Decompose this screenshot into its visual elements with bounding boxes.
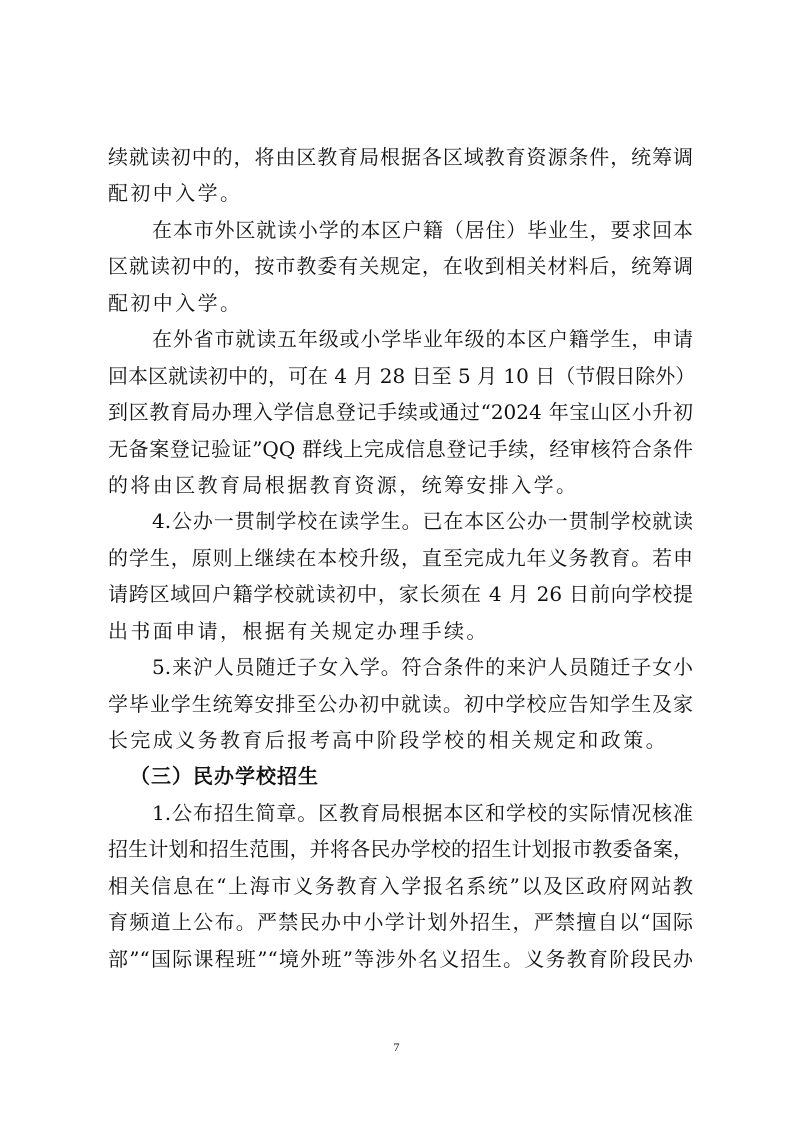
text-line: 4.公办一贯制学校在读学生。已在本区公办一贯制学校就读 bbox=[152, 509, 693, 534]
text-line: 学毕业学生统筹安排至公办初中就读。初中学校应告知学生及家 bbox=[108, 691, 693, 716]
text-line: 部”“国际课程班”“境外班”等涉外名义招生。义务教育阶段民办 bbox=[108, 946, 693, 971]
text-line: 在外省市就读五年级或小学毕业年级的本区户籍学生，申请 bbox=[152, 327, 693, 352]
text-line: 的学生，原则上继续在本校升级，直至完成九年义务教育。若申 bbox=[108, 545, 693, 570]
text-line: 在本市外区就读小学的本区户籍（居住）毕业生，要求回本 bbox=[152, 217, 693, 242]
text-line: 请跨区域回户籍学校就读初中，家长须在 4 月 26 日前向学校提 bbox=[108, 582, 693, 607]
text-line: 5.来沪人员随迁子女入学。符合条件的来沪人员随迁子女小 bbox=[152, 655, 693, 680]
page-number: 7 bbox=[393, 1040, 400, 1054]
text-line: 回本区就读初中的，可在 4 月 28 日至 5 月 10 日（节假日除外） bbox=[108, 363, 696, 388]
text-line: 配初中入学。 bbox=[108, 290, 243, 315]
text-line: 的将由区教育局根据教育资源，统筹安排入学。 bbox=[108, 472, 579, 497]
section-heading: （三）民办学校招生 bbox=[130, 764, 319, 789]
text-line: 育频道上公布。严禁民办中小学计划外招生，严禁擅自以“国际 bbox=[108, 910, 693, 935]
text-line: 续就读初中的，将由区教育局根据各区域教育资源条件，统筹调 bbox=[108, 145, 693, 169]
text-line: 招生计划和招生范围，并将各民办学校的招生计划报市教委备案， bbox=[108, 837, 693, 862]
text-line: 1.公布招生简章。区教育局根据本区和学校的实际情况核准 bbox=[152, 800, 693, 825]
text-line: 长完成义务教育后报考高中阶段学校的相关规定和政策。 bbox=[108, 728, 668, 752]
text-line: 无备案登记验证”QQ 群线上完成信息登记手续，经审核符合条件 bbox=[108, 436, 693, 461]
text-line: 相关信息在“上海市义务教育入学报名系统”以及区政府网站教 bbox=[108, 873, 693, 898]
text-line: 出书面申请，根据有关规定办理手续。 bbox=[108, 618, 489, 643]
text-line: 区就读初中的，按市教委有关规定，在收到相关材料后，统筹调 bbox=[108, 254, 693, 279]
text-line: 配初中入学。 bbox=[108, 181, 243, 206]
document-body bbox=[108, 139, 696, 977]
text-line: 到区教育局办理入学信息登记手续或通过“2024 年宝山区小升初 bbox=[108, 400, 693, 425]
